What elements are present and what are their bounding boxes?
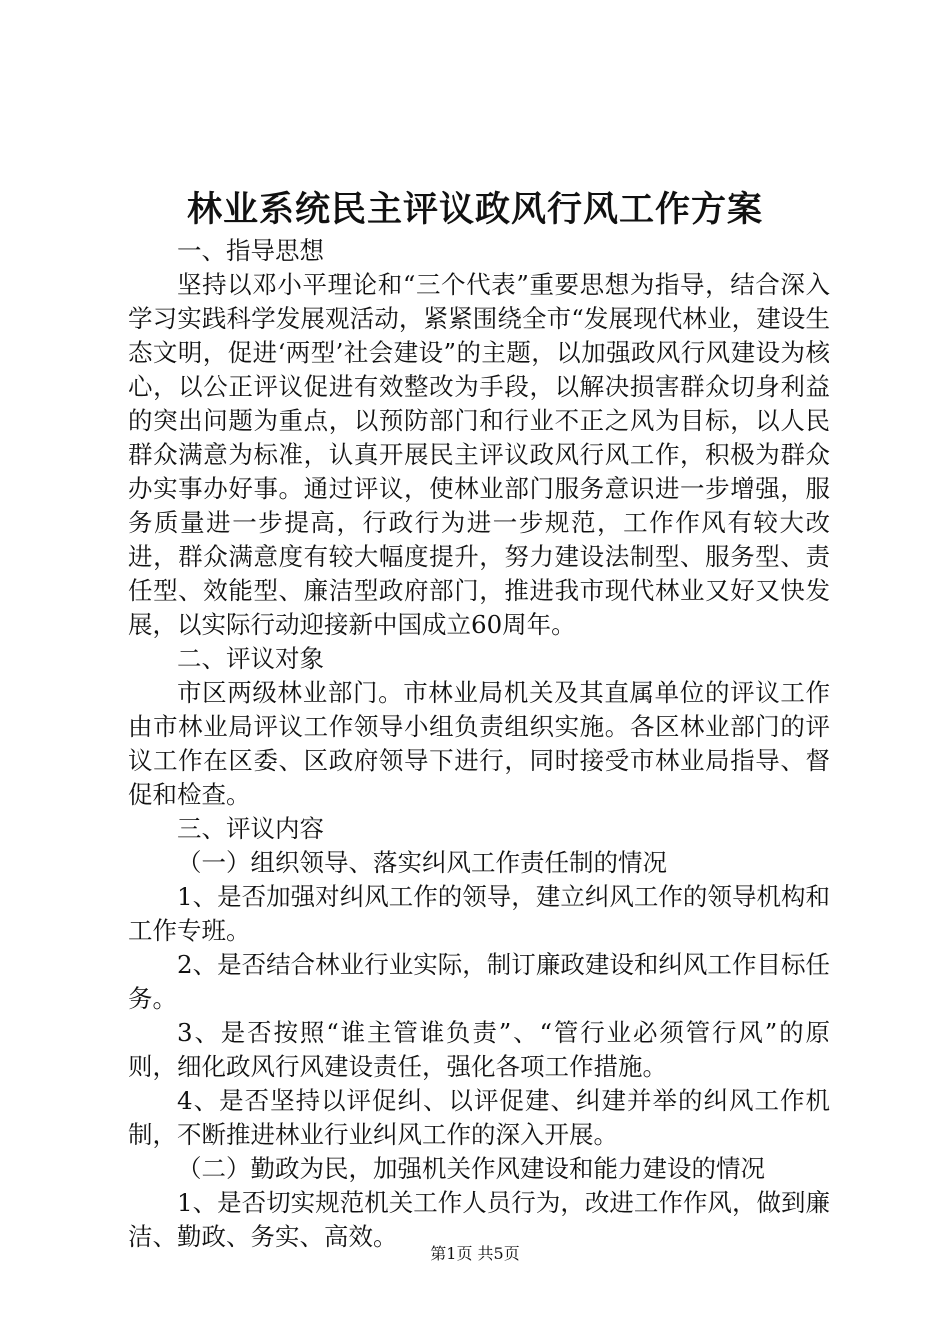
page-number-footer: 第1页 共5页 [430, 1244, 520, 1263]
list-item: 1、是否切实规范机关工作人员行为，改进工作作风，做到廉洁、勤政、务实、高效。 [128, 1188, 830, 1251]
section-heading: 二、评议对象 [177, 644, 324, 673]
section-heading: 三、评议内容 [177, 814, 324, 843]
paragraph: 坚持以邓小平理论和“三个代表”重要思想为指导，结合深入学习实践科学发展观活动，紧紧围绕全市“发展现代林业，建设生态文明，促进‘两型’社会建设”的主题，以加强政风行风建设为核心，以公正评议促进有效整改为手段，以解决损害群众切身利益的突出问题为重点，以预防部门和行业不正之风为目标，以人民群众满意为标准，认真开展民主评议政风行风工作，积极为群众办实事办好事。通过评议，使林业部门服务意识进一步增强，服务质量进一步提高，行政行为进一步规范，工作作风有较大改进，群众满意度有较大幅度提升，努力建设法制型、服务型、责任型、效能型、廉洁型政府部门，推进我市现代林业又好又快发展，以实际行动迎接新中国成立60周年。 [128, 270, 830, 639]
list-item: 1、是否加强对纠风工作的领导，建立纠风工作的领导机构和工作专班。 [128, 882, 830, 945]
paragraph: 市区两级林业部门。市林业局机关及其直属单位的评议工作由市林业局评议工作领导小组负责组织实施。各区林业部门的评议工作在区委、区政府领导下进行，同时接受市林业局指导、督促和检查。 [128, 678, 830, 809]
subsection-heading: （一）组织领导、落实纠风工作责任制的情况 [177, 848, 667, 877]
list-item: 3、是否按照“谁主管谁负责”、“管行业必须管行风”的原则，细化政风行风建设责任，强化各项工作措施。 [128, 1018, 830, 1081]
document-body [128, 234, 830, 1254]
list-item: 4、是否坚持以评促纠、以评促建、纠建并举的纠风工作机制，不断推进林业行业纠风工作的深入开展。 [128, 1086, 830, 1149]
document-title: 林业系统民主评议政风行风工作方案 [186, 189, 763, 230]
section-heading: 一、指导思想 [177, 236, 324, 265]
subsection-heading: （二）勤政为民，加强机关作风建设和能力建设的情况 [177, 1154, 765, 1183]
list-item: 2、是否结合林业行业实际，制订廉政建设和纠风工作目标任务。 [128, 950, 830, 1013]
